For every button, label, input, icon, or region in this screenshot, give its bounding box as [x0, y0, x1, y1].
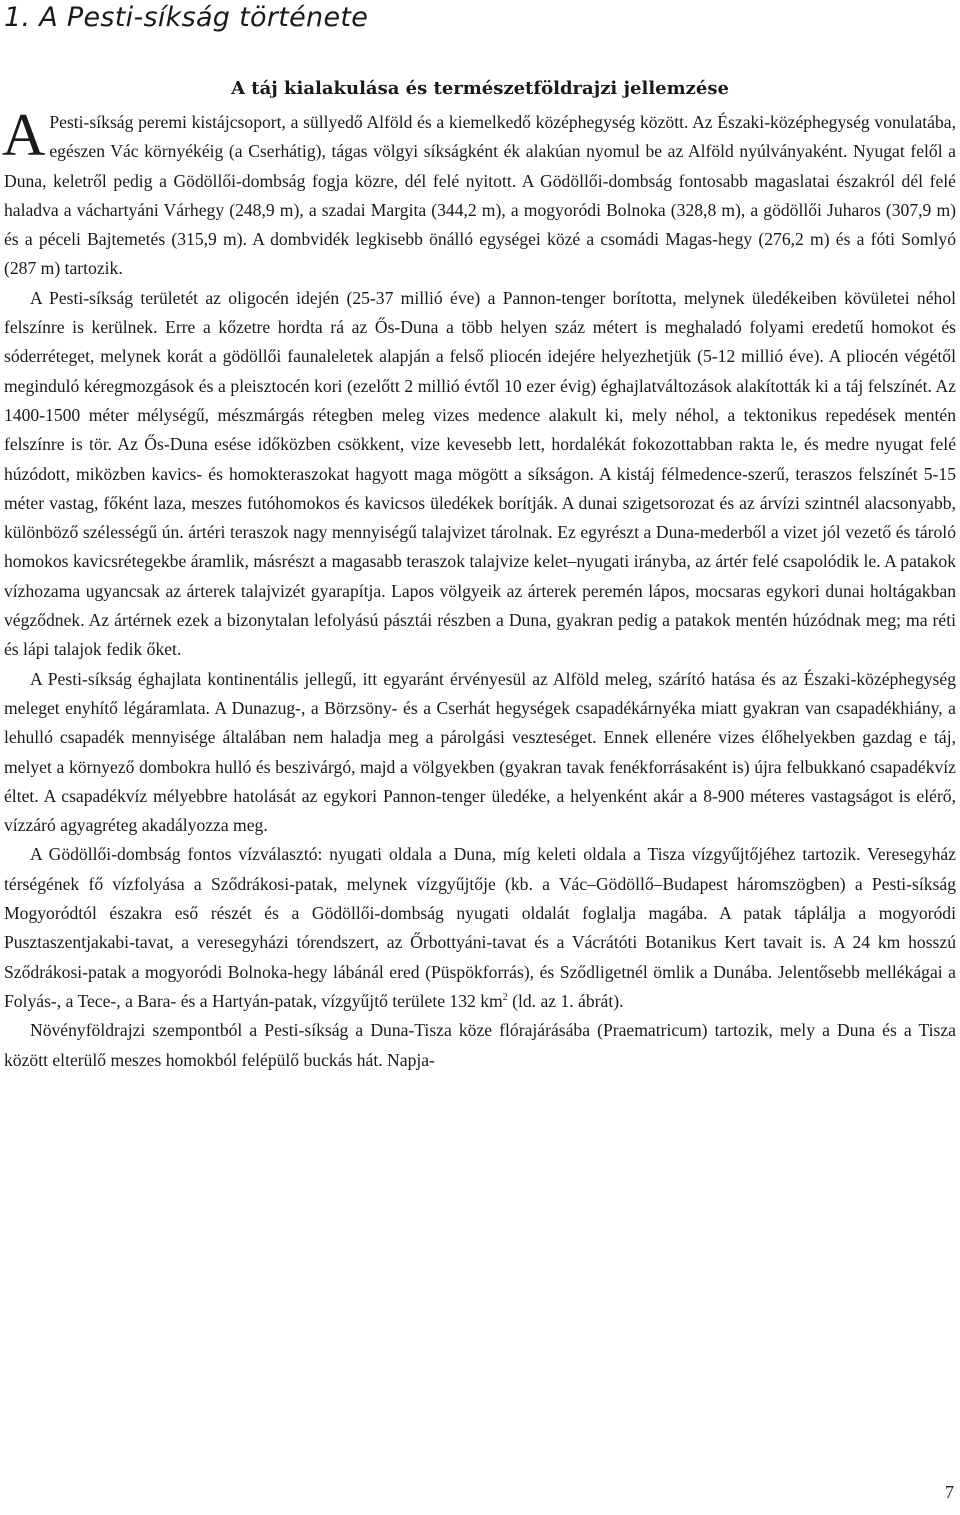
- paragraph-text: (ld. az 1. ábrát).: [507, 990, 624, 1011]
- paragraph-5: [4, 1016, 956, 1075]
- paragraph-1: [2, 102, 956, 284]
- page-number: 7: [945, 1482, 954, 1502]
- paragraph-text: A Pesti-síkság éghajlata kontinentális jellegű, itt egyaránt érvényesül az Alföld meleg, szárító hatása és az Északi-középhegység meleget enyhítő légáramlata. A Dunazug-, a Börzsöny- és a Cserhát hegységek csapadékárnyéka miatt gyakran van csapadékhiány, a lehulló csapadék mennyisége általában nem haladja meg a párolgási veszteséget. Ennek ellenére vizes élőhelyekben gazdag e táj, melyet a környező dombokra hulló és beszivárgó, majd a völgyekben (gyakran tavak fenékforrásaként is) újra felbukkanó csapadékvíz éltet. A csapadékvíz mélyebbre hatolását az egykori Pannon-tenger üledéke, a helyenként akár a 8-900 méteres vastagságot is elérő, vízzáró agyagréteg akadályozza meg.: [4, 668, 956, 836]
- section-heading: A táj kialakulása és természetföldrajzi jellemzése: [231, 78, 729, 99]
- paragraph-text: A Pesti-síkság területét az oligocén idején (25-37 millió éve) a Pannon-tenger borította, melynek üledékeiben kövületei néhol felszínre is kerülnek. Erre a kőzetre hordta rá az Ős-Duna a több helyen száz métert is meghaladó folyami eredetű homokot és sóderréteget, melynek korát a gödöllői faunaleletek alapján a felső pliocén idejére helyezhetjük (5-12 millió éve). A pliocén végétől meginduló kéregmozgások és a pleisztocén kori (ezelőtt 2 millió évtől 10 ezer évig) éghajlatváltozások alakították ki a táj felszínét. Az 1400-1500 méter mélységű, mészmárgás rétegben meleg vizes medence alakult ki, mely néhol, a tektonikus repedések mentén felszínre is tör. Az Ős-Duna esése időközben csökkent, vize kevesebb lett, hordalékát fokozottabban rakta le, és medre nyugat felé húzódott, miközben kavics- és homokteraszokat hagyott maga mögött a síkságon. A kistáj félmedence-szerű, teraszos felszínét 5-15 méter vastag, főként laza, meszes futóhomokos és kavicsos üledékek borítják. A dunai szigetsorozat és az árvízi szintnél alacsonyabb, különböző szélességű ún. ártéri teraszok nagy mennyiségű talajvizet tárolnak. Ez egyrészt a Duna-mederből a vizet jól vezető és tároló homokos kavicsrétegekbe áramlik, másrészt a magasabb teraszok talajvize kelet–nyugati irányba, az ártér felé csapolódik le. A patakok vízhozama ugyancsak az árterek talajvizét gyarapítja. Lapos völgyeik az árterek peremén lápos, mocsaras egykori dunai holtágakban végződnek. Az ártérnek ezek a bizonytalan lefolyású pásztái részben a Duna, gyakran pedig a patakok mentén húzódnak meg; ma réti és lápi talajok fedik őket.: [4, 287, 956, 660]
- paragraph-text: A Gödöllői-dombság fontos vízválasztó: nyugati oldala a Duna, míg keleti oldala a Tisza vízgyűjtőjéhez tartozik. Veresegyház térségének fő vízfolyása a Sződrákosi-patak, melynek vízgyűjtője (kb. a Vác–Gödöllő–Budapest háromszögben) a Pesti-síkság Mogyoródtól északra eső részét és a Gödöllői-dombság nyugati oldalát foglalja magába. A patak táplálja a mogyoródi Pusztaszentjakabi-tavat, a veresegyházi tórendszert, az Őrbottyáni-tavat és a Vácrátóti Botanikus Kert tavait is. A 24 km hosszú Sződrákosi-patak a mogyoródi Bolnoka-hegy lábánál ered (Püspökforrás), és Sződligetnél ömlik a Dunába. Jelentősebb mellékágai a Folyás-, a Tece-, a Bara- és a Hartyán-patak, vízgyűjtő területe 132 km: [4, 844, 956, 1011]
- paragraph-3: [4, 665, 956, 841]
- paragraph-4: [4, 840, 956, 1016]
- paragraph-text: Növényföldrajzi szempontból a Pesti-síkság a Duna-Tisza köze flórajárásába (Praematricum) tartozik, mely a Duna és a Tisza között elterülő meszes homokból felépülő buckás hát. Napja-: [4, 1020, 956, 1070]
- chapter-title: 1. A Pesti-síkság története: [4, 2, 369, 33]
- drop-cap: A: [2, 102, 46, 168]
- body-text: [2, 102, 956, 1075]
- paragraph-2: [4, 284, 956, 665]
- paragraph-text: Pesti-síkság peremi kistájcsoport, a süllyedő Alföld és a kiemelkedő középhegység között. Az Északi-középhegység vonulatába, egészen Vác környékéig (a Cserhátig), tágas völgyi síkságként ék alakúan nyomul be az Alföld nyúlványaként. Nyugat felől a Duna, keletről pedig a Gödöllői-dombság fogja közre, dél felé nyitott. A Gödöllői-dombság fontosabb magaslatai északról dél felé haladva a váchartyáni Várhegy (248,9 m), a szadai Margita (344,2 m), a mogyoródi Bolnoka (328,8 m), a gödöllői Juharos (307,9 m) és a péceli Bajtemetés (315,9 m). A dombvidék legkisebb önálló egységei közé a csomádi Magas-hegy (276,2 m) és a fóti Somlyó (287 m) tartozik.: [4, 112, 956, 279]
- superscript: 2: [502, 992, 508, 1004]
